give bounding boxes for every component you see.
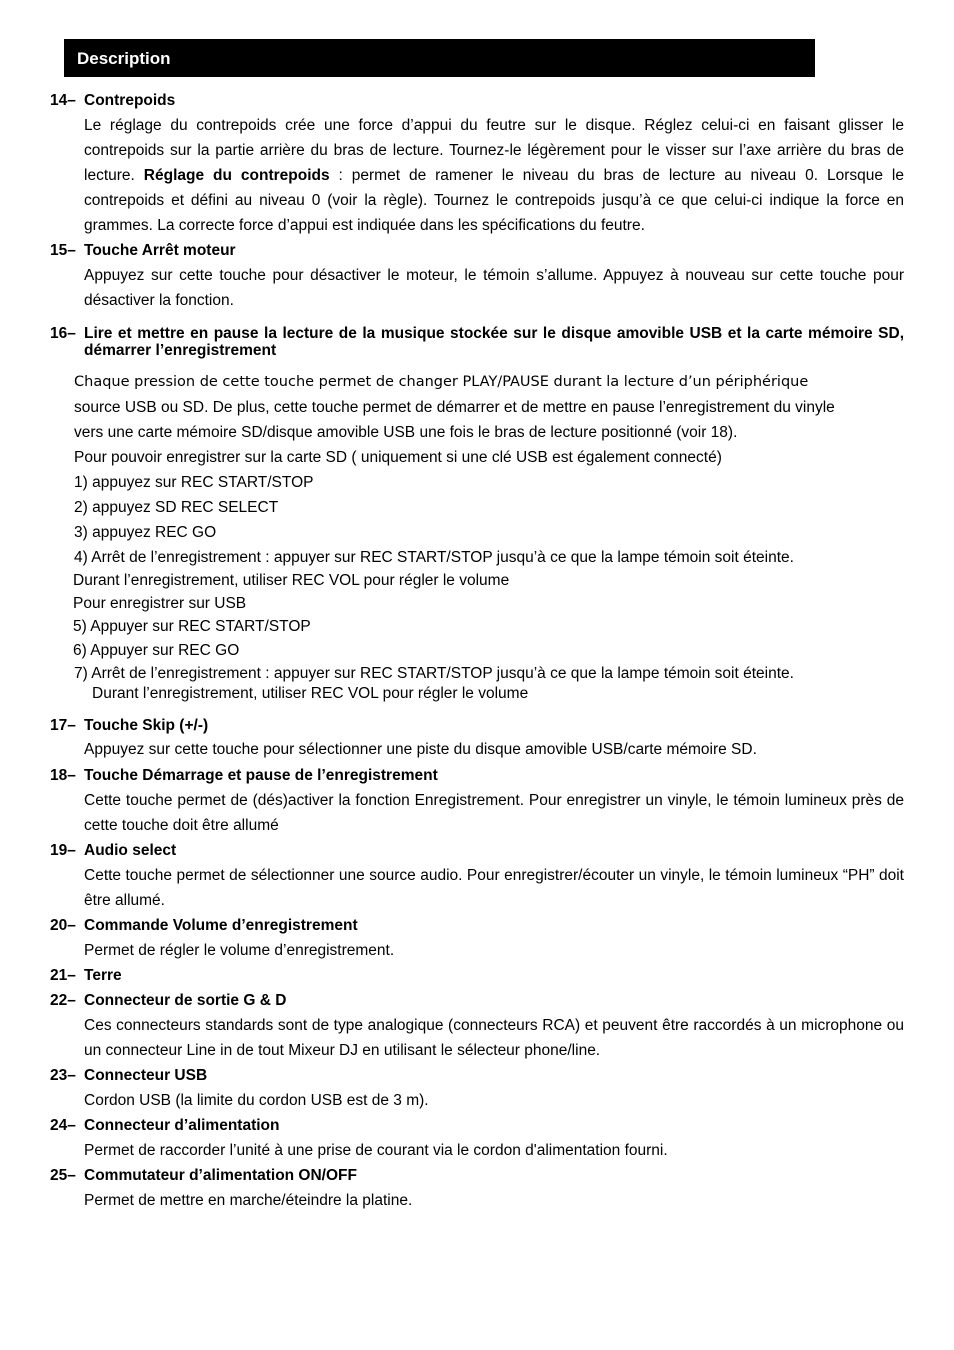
- item-number: 24–: [50, 1117, 76, 1134]
- item-number: 16–: [50, 325, 76, 342]
- item-title: Connecteur de sortie G & D: [84, 992, 287, 1009]
- step: 3) appuyez REC GO: [74, 524, 217, 541]
- step: 5) Appuyer sur REC START/STOP: [73, 618, 311, 635]
- item-body: Permet de mettre en marche/éteindre la platine.: [84, 1192, 413, 1209]
- item-body-text: : permet de ramener le niveau du bras de lecture au niveau 0. Lorsque le contrepoids et défini au niveau 0 (voir la règle). Tournez le contrepoids jusqu’à ce que celui-ci indique la force en grammes. La correcte force d’appui est indiquée dans les spécifications du feutre.: [84, 167, 904, 234]
- item-body: Cette touche permet de sélectionner une source audio. Pour enregistrer/écouter un vinyle, le témoin lumineux “PH” doit être allumé.: [84, 867, 904, 909]
- item-title: Audio select: [84, 842, 177, 859]
- item-number: 19–: [50, 842, 76, 859]
- item-body-line: Pour enregistrer sur USB: [73, 595, 247, 612]
- item-body: Permet de raccorder l’unité à une prise de courant via le cordon d'alimentation fourni.: [84, 1142, 668, 1159]
- item-title: Commutateur d’alimentation ON/OFF: [84, 1167, 357, 1184]
- item-number: 18–: [50, 767, 76, 784]
- item-number: 20–: [50, 917, 76, 934]
- item-title: Touche Démarrage et pause de l’enregistrement: [84, 767, 438, 784]
- item-number: 21–: [50, 967, 76, 984]
- item-number: 22–: [50, 992, 76, 1009]
- item-body: Cette touche permet de (dés)activer la fonction Enregistrement. Pour enregistrer un vinyle, le témoin lumineux près de cette touche doit être allumé: [84, 792, 904, 834]
- item-number: 17–: [50, 717, 76, 734]
- item-title: Contrepoids: [84, 92, 176, 109]
- step: 1) appuyez sur REC START/STOP: [74, 474, 314, 491]
- item-number: 23–: [50, 1067, 76, 1084]
- item-body: Appuyez sur cette touche pour désactiver le moteur, le témoin s’allume. Appuyez à nouveau sur cette touche pour désactiver la fonction.: [84, 267, 904, 309]
- item-body-line: vers une carte mémoire SD/disque amovible USB une fois le bras de lecture positionné (voir 18).: [74, 424, 738, 441]
- item-number: 14–: [50, 92, 76, 109]
- item-body-bold: Réglage du contrepoids: [143, 167, 330, 184]
- note: Durant l’enregistrement, utiliser REC VOL pour régler le volume: [73, 572, 510, 589]
- note: Durant l’enregistrement, utiliser REC VOL pour régler le volume: [92, 685, 529, 702]
- item-body-line: Chaque pression de cette touche permet de changer PLAY/PAUSE durant la lecture d’un périphérique: [74, 374, 809, 390]
- section-header-bar: [64, 39, 815, 77]
- item-title: Commande Volume d’enregistrement: [84, 917, 358, 934]
- item-body-text: Le réglage du contrepoids crée une force d’appui du feutre sur le disque. Réglez celui-ci en faisant glisser le contrepoids sur la partie arrière du bras de lecture. Tournez-le légèrement pour le visser sur l’axe arrière du bras de lecture.: [84, 117, 904, 184]
- step: 7) Arrêt de l’enregistrement : appuyer sur REC START/STOP jusqu’à ce que la lampe témoin soit éteinte.: [74, 665, 794, 682]
- item-body-text: De plus, cette touche permet de démarrer et de mettre en pause l’enregistrement du vinyle: [208, 399, 835, 416]
- item-body-text: source USB ou SD.: [74, 399, 209, 416]
- section-title: Description: [77, 49, 171, 68]
- item-body: Ces connecteurs standards sont de type analogique (connecteurs RCA) et peuvent être raccordés à un microphone ou un connecteur Line in de tout Mixeur DJ en utilisant le sélecteur phone/line.: [84, 1017, 904, 1059]
- step: 2) appuyez SD REC SELECT: [74, 499, 279, 516]
- item-title: Connecteur USB: [84, 1067, 208, 1084]
- item-body: [84, 113, 904, 238]
- step: 4) Arrêt de l’enregistrement : appuyer sur REC START/STOP jusqu’à ce que la lampe témoin soit éteinte.: [74, 549, 794, 566]
- item-body: Cordon USB (la limite du cordon USB est de 3 m).: [84, 1092, 429, 1109]
- item-body: Permet de régler le volume d’enregistrement.: [84, 942, 395, 959]
- item-body-line: Pour pouvoir enregistrer sur la carte SD ( uniquement si une clé USB est également connecté): [74, 449, 722, 466]
- item-body: [74, 370, 904, 545]
- item-title: Terre: [84, 967, 122, 984]
- item-body: Appuyez sur cette touche pour sélectionner une piste du disque amovible USB/carte mémoire SD.: [84, 741, 757, 758]
- item-body-line: [74, 395, 904, 420]
- item-number: 25–: [50, 1167, 76, 1184]
- item-title: Connecteur d’alimentation: [84, 1117, 280, 1134]
- item-title: Touche Arrêt moteur: [84, 242, 236, 259]
- item-title: Lire et mettre en pause la lecture de la musique stockée sur le disque amovible USB et la carte mémoire SD, démarrer l’enregistrement: [84, 325, 904, 359]
- item-number: 15–: [50, 242, 76, 259]
- step: 6) Appuyer sur REC GO: [73, 642, 240, 659]
- item-title: Touche Skip (+/-): [84, 717, 209, 734]
